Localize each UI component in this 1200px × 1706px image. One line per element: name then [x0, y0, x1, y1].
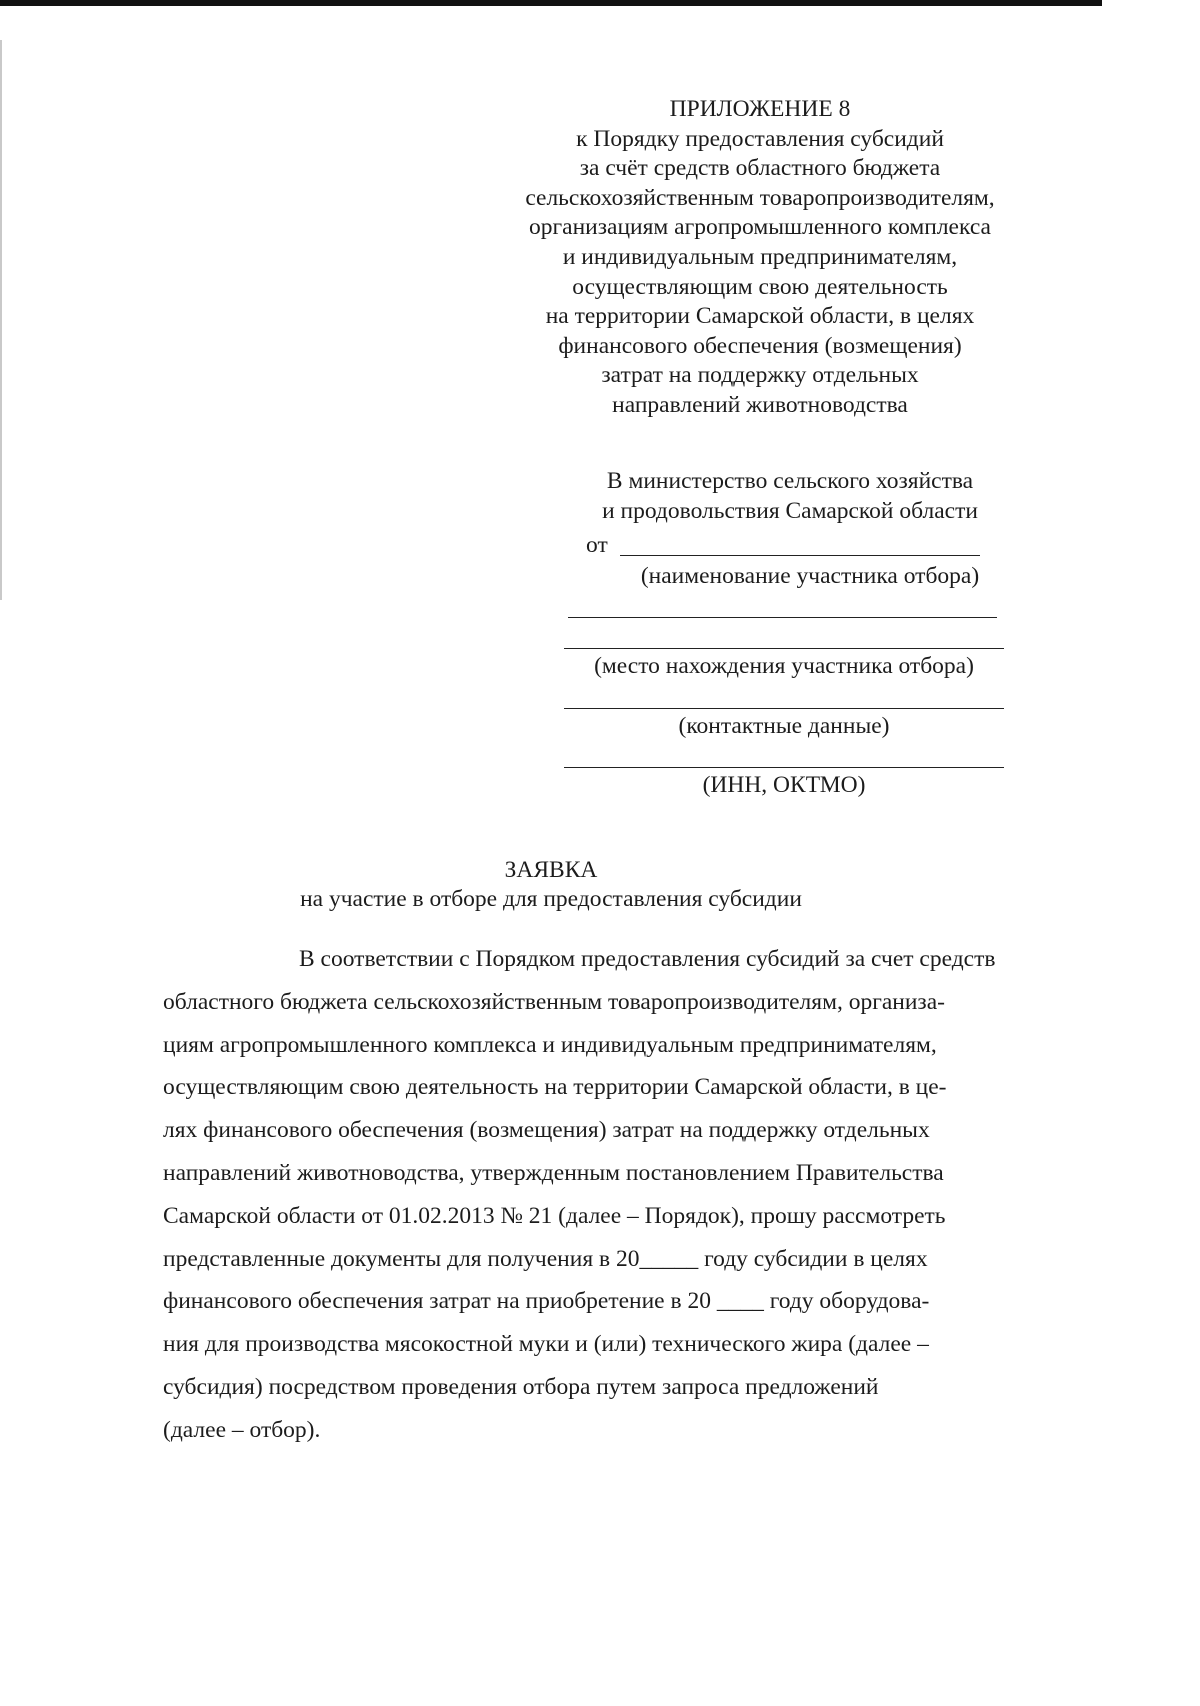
- body-line: осуществляющим свою деятельность на территории Самарской области, в це-: [163, 1074, 947, 1101]
- participant-name-line-2: [568, 617, 997, 618]
- appendix-line: сельскохозяйственным товаропроизводителям,: [525, 184, 995, 211]
- addressee-line: В министерство сельского хозяйства: [606, 468, 974, 494]
- body-line: финансового обеспечения затрат на приобретение в 20 ____ году оборудова-: [163, 1288, 930, 1315]
- appendix-line: и индивидуальным предпринимателям,: [562, 243, 958, 270]
- body-line: областного бюджета сельскохозяйственным товаропроизводителям, организа-: [163, 988, 945, 1015]
- addressee-line: и продовольствия Самарской области: [602, 498, 978, 524]
- appendix-header: [440, 95, 1080, 421]
- body-line: Самарской области от 01.02.2013 № 21 (далее – Порядок), прошу рассмотреть: [163, 1202, 946, 1229]
- appendix-line: осуществляющим свою деятельность: [572, 273, 948, 300]
- contacts-caption: (контактные данные): [678, 713, 890, 739]
- body-line: циям агропромышленного комплекса и индивидуальным предпринимателям,: [163, 1031, 937, 1058]
- from-label: от: [586, 532, 608, 558]
- appendix-line: на территории Самарской области, в целях: [545, 303, 975, 330]
- body-line: лях финансового обеспечения (возмещения) затрат на поддержку отдельных: [163, 1117, 930, 1144]
- inn-line: [564, 767, 1004, 768]
- inn-caption: (ИНН, ОКТМО): [702, 772, 866, 798]
- participant-name-caption: (наименование участника отбора): [640, 563, 980, 589]
- body-line: (далее – отбор).: [163, 1416, 321, 1443]
- appendix-line: к Порядку предоставления субсидий: [576, 125, 944, 152]
- scan-top-edge: [0, 0, 1102, 6]
- location-line: [564, 648, 1004, 649]
- location-caption: (место нахождения участника отбора): [594, 653, 974, 679]
- scan-left-edge: [0, 40, 2, 600]
- appendix-line: направлений животноводства: [612, 391, 908, 418]
- addressee-block: [560, 466, 1020, 526]
- body-line: ния для производства мясокостной муки и (или) технического жира (далее –: [163, 1331, 929, 1358]
- appendix-line: финансового обеспечения (возмещения): [558, 332, 962, 359]
- appendix-line: за счёт средств областного бюджета: [579, 155, 941, 182]
- appendix-line: организациям агропромышленного комплекса: [529, 214, 991, 241]
- participant-name-line: [620, 555, 980, 556]
- document-subtitle: на участие в отборе для предоставления субсидии: [300, 886, 802, 912]
- body-line: направлений животноводства, утвержденным постановлением Правительства: [163, 1159, 944, 1186]
- body-line: В соответствии с Порядком предоставления субсидий за счет средств: [299, 946, 996, 972]
- appendix-line: ПРИЛОЖЕНИЕ 8: [669, 96, 851, 122]
- body-line: представленные документы для получения в 20_____ году субсидии в целях: [163, 1245, 928, 1272]
- document-title: ЗАЯВКА: [504, 857, 598, 883]
- body-line: субсидия) посредством проведения отбора путем запроса предложений: [163, 1373, 879, 1400]
- application-body: [163, 938, 1031, 1452]
- contacts-line: [564, 708, 1004, 709]
- appendix-line: затрат на поддержку отдельных: [601, 362, 919, 389]
